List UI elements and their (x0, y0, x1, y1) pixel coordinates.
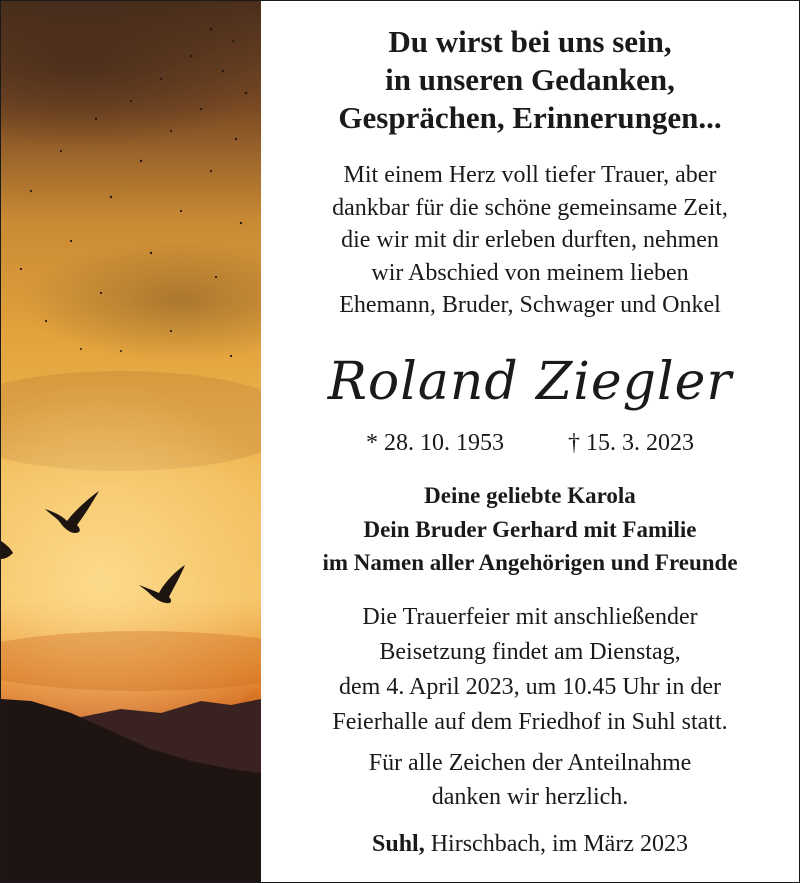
heading-quote (261, 23, 799, 137)
mourner-line: Dein Bruder Gerhard mit Familie (363, 516, 697, 542)
ceremony-line: Feierhalle auf dem Friedhof in Suhl statt. (332, 709, 728, 735)
intro-line: die wir mit dir erleben durften, nehmen (341, 227, 719, 253)
mourner-line: im Namen aller Angehörigen und Freunde (322, 550, 738, 575)
sunset-illustration (1, 1, 261, 882)
intro-line: Ehemann, Bruder, Schwager und Onkel (339, 292, 721, 318)
ceremony-line: Beisetzung findet am Dienstag, (379, 639, 681, 665)
place-date-line (261, 827, 799, 861)
thanks-line: danken wir herzlich. (431, 784, 629, 810)
sunset-birds-photo (1, 1, 261, 882)
thanks-line: Für alle Zeichen der Anteilnahme (368, 750, 692, 776)
intro-line: wir Abschied von meinem lieben (371, 259, 689, 286)
life-dates (261, 427, 799, 459)
mourners-list (261, 479, 799, 580)
ceremony-line: Die Trauerfeier mit anschließender (362, 604, 698, 630)
heading-line: Du wirst bei uns sein, (388, 24, 672, 59)
text-column (261, 1, 799, 882)
deceased-name: Roland Ziegler (327, 352, 733, 412)
heading-line: in unseren Gedanken, (385, 62, 675, 97)
place-rest: Hirschbach, im März 2023 (424, 831, 688, 857)
heading-line: Gesprächen, Erinnerungen... (338, 100, 722, 135)
ceremony-info (261, 600, 799, 740)
birth-date: * 28. 10. 1953 (366, 430, 504, 456)
death-date: † 15. 3. 2023 (568, 430, 694, 456)
mourner-line: Deine geliebte Karola (424, 483, 636, 508)
intro-line: dankbar für die schöne gemeinsame Zeit, (332, 194, 728, 221)
thanks-text (261, 746, 799, 814)
intro-line: Mit einem Herz voll tiefer Trauer, aber (343, 162, 717, 188)
ceremony-line: dem 4. April 2023, um 10.45 Uhr in der (339, 674, 721, 700)
place-name: Suhl, (372, 831, 425, 857)
intro-text (261, 159, 799, 322)
